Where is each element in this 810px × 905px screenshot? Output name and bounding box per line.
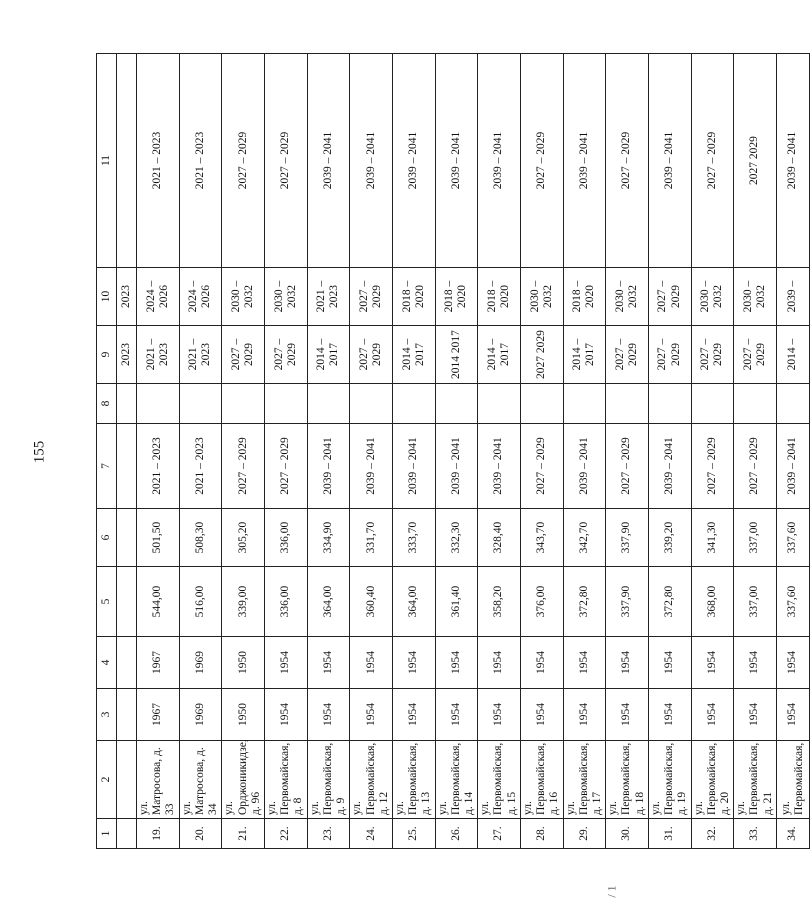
- year-cell: 1954: [264, 689, 307, 741]
- area-cell: 337,90: [606, 509, 649, 567]
- year-cell: 1954: [691, 637, 734, 689]
- year-cell: 1954: [648, 689, 691, 741]
- address-cell: ул. Первомайская, д. 20: [691, 741, 734, 819]
- period-cell: 2021 – 2023: [137, 424, 180, 509]
- table-row: [734, 54, 777, 849]
- period-cell: 2039 – 2041: [350, 424, 393, 509]
- col-header: 7: [97, 424, 117, 509]
- period-cell: 2014 – 2017: [563, 326, 606, 384]
- area-cell: 305,20: [222, 509, 265, 567]
- area-cell: 343,70: [520, 509, 563, 567]
- period-cell: 2027 – 2029: [648, 326, 691, 384]
- year-cell: 1954: [606, 689, 649, 741]
- row-number: 19.: [137, 819, 180, 849]
- col-header: 5: [97, 567, 117, 637]
- period-cell: 2014 2017: [435, 326, 478, 384]
- address-cell: ул. Первомайская, д. 14: [435, 741, 478, 819]
- period-cell: 2039 – 2041: [307, 54, 350, 268]
- period-cell: 2027 – 2029: [606, 54, 649, 268]
- area-cell: 336,00: [264, 567, 307, 637]
- empty-cell: [478, 384, 521, 424]
- period-cell: 2030 – 2032: [691, 268, 734, 326]
- area-cell: 364,00: [307, 567, 350, 637]
- empty-cell: [350, 384, 393, 424]
- area-cell: 361,40: [435, 567, 478, 637]
- column-number-header-row: [97, 54, 117, 849]
- period-cell: 2027 2029: [734, 54, 777, 268]
- address-cell: ул. Первомайская, д. 19: [648, 741, 691, 819]
- table-row: [478, 54, 521, 849]
- period-cell: 2027 – 2029: [606, 424, 649, 509]
- period-cell: 2027 2029: [520, 326, 563, 384]
- period-cell: 2021 – 2023: [137, 326, 180, 384]
- table-row: [179, 54, 222, 849]
- period-cell: 2027 – 2029: [222, 326, 265, 384]
- row-number: 34.: [776, 819, 809, 849]
- page-number: 155: [31, 440, 48, 464]
- period-cell: 2014 – 2017: [478, 326, 521, 384]
- area-cell: 339,00: [222, 567, 265, 637]
- address-cell: ул. Первомайская, д. 18: [606, 741, 649, 819]
- carry-cell: [117, 637, 137, 689]
- area-cell: 342,70: [563, 509, 606, 567]
- period-cell: 2039 – 2041: [307, 424, 350, 509]
- rotated-table-wrapper: [96, 54, 805, 849]
- empty-cell: [392, 384, 435, 424]
- empty-cell: [222, 384, 265, 424]
- year-cell: 1954: [606, 637, 649, 689]
- address-cell: ул. Матросова, д. 34: [179, 741, 222, 819]
- empty-cell: [435, 384, 478, 424]
- row-number: 33.: [734, 819, 777, 849]
- period-cell: 2027 – 2029: [222, 424, 265, 509]
- area-cell: 501,50: [137, 509, 180, 567]
- area-cell: 337,00: [734, 509, 777, 567]
- period-cell: 2018 – 2020: [435, 268, 478, 326]
- table-row: [392, 54, 435, 849]
- carry-cell: 2023: [117, 326, 137, 384]
- year-cell: 1954: [520, 689, 563, 741]
- carry-cell: 2023: [117, 268, 137, 326]
- housing-table: [96, 53, 810, 849]
- period-cell: 2027 – 2029: [222, 54, 265, 268]
- period-cell: 2039 – 2041: [648, 424, 691, 509]
- period-cell: 2039 – 2041: [563, 424, 606, 509]
- row-number: 24.: [350, 819, 393, 849]
- area-cell: 368,00: [691, 567, 734, 637]
- row-number: 20.: [179, 819, 222, 849]
- address-cell: ул. Матросова, д. 33: [137, 741, 180, 819]
- col-header: 9: [97, 326, 117, 384]
- year-cell: 1967: [137, 637, 180, 689]
- year-cell: 1950: [222, 689, 265, 741]
- table-row: [520, 54, 563, 849]
- area-cell: 376,00: [520, 567, 563, 637]
- table-row: [222, 54, 265, 849]
- year-cell: 1954: [776, 689, 809, 741]
- row-number: 26.: [435, 819, 478, 849]
- period-cell: 2030 – 2032: [264, 268, 307, 326]
- period-cell: 2027 – 2029: [520, 424, 563, 509]
- address-cell: ул. Первомайская, д. 16: [520, 741, 563, 819]
- year-cell: 1954: [563, 637, 606, 689]
- area-cell: 516,00: [179, 567, 222, 637]
- area-cell: 364,00: [392, 567, 435, 637]
- col-header: 10: [97, 268, 117, 326]
- table-row: [606, 54, 649, 849]
- area-cell: 360,40: [350, 567, 393, 637]
- empty-cell: [691, 384, 734, 424]
- row-number: 22.: [264, 819, 307, 849]
- year-cell: 1954: [307, 689, 350, 741]
- area-cell: 372,80: [563, 567, 606, 637]
- col-header: 11: [97, 54, 117, 268]
- table-row: [435, 54, 478, 849]
- period-cell: 2039 – 2041: [563, 54, 606, 268]
- area-cell: 334,90: [307, 509, 350, 567]
- empty-cell: [776, 384, 809, 424]
- empty-cell: [307, 384, 350, 424]
- address-cell: ул. Первомайская, д. 8: [264, 741, 307, 819]
- address-cell: ул. Первомайская, д. 13: [392, 741, 435, 819]
- year-cell: 1954: [435, 689, 478, 741]
- year-cell: 1954: [350, 689, 393, 741]
- col-header: 2: [97, 741, 117, 819]
- year-cell: 1967: [137, 689, 180, 741]
- year-cell: 1954: [435, 637, 478, 689]
- address-cell: ул. Первомайская, д. 21: [734, 741, 777, 819]
- address-cell: ул. Первомайская,: [776, 741, 809, 819]
- row-number: 21.: [222, 819, 265, 849]
- address-cell: ул. Первомайская, д. 9: [307, 741, 350, 819]
- period-cell: 2018 – 2020: [478, 268, 521, 326]
- area-cell: 358,20: [478, 567, 521, 637]
- carry-cell: [117, 819, 137, 849]
- row-number: 31.: [648, 819, 691, 849]
- year-cell: 1954: [648, 637, 691, 689]
- period-cell: 2018 – 2020: [392, 268, 435, 326]
- period-cell: 2027 – 2029: [350, 268, 393, 326]
- area-cell: 328,40: [478, 509, 521, 567]
- table-row: [563, 54, 606, 849]
- row-number: 30.: [606, 819, 649, 849]
- year-cell: 1954: [478, 689, 521, 741]
- table-row: [137, 54, 180, 849]
- period-cell: 2027 – 2029: [264, 424, 307, 509]
- area-cell: 331,70: [350, 509, 393, 567]
- period-cell: 2021 – 2023: [179, 54, 222, 268]
- period-cell: 2021 – 2023: [179, 424, 222, 509]
- period-cell: 2030 – 2032: [734, 268, 777, 326]
- table-row: [648, 54, 691, 849]
- period-cell: 2027 – 2029: [264, 326, 307, 384]
- period-cell: 2039 – 2041: [648, 54, 691, 268]
- area-cell: 337,60: [776, 509, 809, 567]
- period-cell: 2021 – 2023: [307, 268, 350, 326]
- period-cell: 2018 – 2020: [563, 268, 606, 326]
- carry-cell: [117, 689, 137, 741]
- empty-cell: [179, 384, 222, 424]
- period-cell: 2024 – 2026: [137, 268, 180, 326]
- year-cell: 1954: [350, 637, 393, 689]
- period-cell: 2030 – 2032: [520, 268, 563, 326]
- col-header: 1: [97, 819, 117, 849]
- col-header: 8: [97, 384, 117, 424]
- col-header: 3: [97, 689, 117, 741]
- year-cell: 1954: [734, 637, 777, 689]
- corner-mark: / 1: [604, 885, 619, 898]
- period-cell: 2039 – 2041: [776, 54, 809, 268]
- row-number: 29.: [563, 819, 606, 849]
- address-cell: ул. Орджоникидзе, д. 96: [222, 741, 265, 819]
- carry-over-row: [117, 54, 137, 849]
- period-cell: 2039 – 2041: [350, 54, 393, 268]
- period-cell: 2027 – 2029: [350, 326, 393, 384]
- table-row: [350, 54, 393, 849]
- table-row: [691, 54, 734, 849]
- address-cell: ул. Первомайская, д. 17: [563, 741, 606, 819]
- year-cell: 1969: [179, 637, 222, 689]
- year-cell: 1954: [264, 637, 307, 689]
- year-cell: 1950: [222, 637, 265, 689]
- table-row: [264, 54, 307, 849]
- period-cell: 2039 – 2041: [392, 424, 435, 509]
- period-cell: 2027 – 2029: [648, 268, 691, 326]
- year-cell: 1954: [392, 689, 435, 741]
- row-number: 23.: [307, 819, 350, 849]
- period-cell: 2039 – 2041: [478, 424, 521, 509]
- area-cell: 333,70: [392, 509, 435, 567]
- period-cell: 2021 – 2023: [137, 54, 180, 268]
- empty-cell: [734, 384, 777, 424]
- empty-cell: [648, 384, 691, 424]
- area-cell: 337,00: [734, 567, 777, 637]
- area-cell: 372,80: [648, 567, 691, 637]
- empty-cell: [264, 384, 307, 424]
- period-cell: 2014 – 2017: [392, 326, 435, 384]
- period-cell: 2024 – 2026: [179, 268, 222, 326]
- area-cell: 336,00: [264, 509, 307, 567]
- year-cell: 1954: [520, 637, 563, 689]
- period-cell: 2027 – 2029: [606, 326, 649, 384]
- period-cell: 2014 –: [776, 326, 809, 384]
- period-cell: 2039 – 2041: [392, 54, 435, 268]
- period-cell: 2039 – 2041: [776, 424, 809, 509]
- year-cell: 1954: [734, 689, 777, 741]
- area-cell: 544,00: [137, 567, 180, 637]
- period-cell: 2027 – 2029: [691, 326, 734, 384]
- period-cell: 2030 – 2032: [222, 268, 265, 326]
- period-cell: 2039 – 2041: [478, 54, 521, 268]
- row-number: 28.: [520, 819, 563, 849]
- table-row: [307, 54, 350, 849]
- period-cell: 2039 – 2041: [435, 54, 478, 268]
- area-cell: 337,90: [606, 567, 649, 637]
- period-cell: 2027 – 2029: [520, 54, 563, 268]
- carry-cell: [117, 509, 137, 567]
- row-number: 27.: [478, 819, 521, 849]
- area-cell: 332,30: [435, 509, 478, 567]
- row-number: 32.: [691, 819, 734, 849]
- period-cell: 2039 –: [776, 268, 809, 326]
- year-cell: 1954: [691, 689, 734, 741]
- area-cell: 341,30: [691, 509, 734, 567]
- area-cell: 339,20: [648, 509, 691, 567]
- period-cell: 2027 – 2029: [691, 54, 734, 268]
- year-cell: 1954: [307, 637, 350, 689]
- period-cell: 2014 – 2017: [307, 326, 350, 384]
- empty-cell: [520, 384, 563, 424]
- period-cell: 2027 – 2029: [264, 54, 307, 268]
- row-number: 25.: [392, 819, 435, 849]
- address-cell: ул. Первомайская, д. 12: [350, 741, 393, 819]
- year-cell: 1954: [392, 637, 435, 689]
- year-cell: 1954: [478, 637, 521, 689]
- carry-cell: [117, 424, 137, 509]
- address-cell: ул. Первомайская, д. 15: [478, 741, 521, 819]
- year-cell: 1954: [776, 637, 809, 689]
- year-cell: 1969: [179, 689, 222, 741]
- period-cell: 2027 – 2029: [734, 326, 777, 384]
- empty-cell: [563, 384, 606, 424]
- carry-cell: [117, 384, 137, 424]
- empty-cell: [137, 384, 180, 424]
- col-header: 6: [97, 509, 117, 567]
- period-cell: 2030 – 2032: [606, 268, 649, 326]
- carry-cell: [117, 741, 137, 819]
- period-cell: 2039 – 2041: [435, 424, 478, 509]
- area-cell: 508,30: [179, 509, 222, 567]
- year-cell: 1954: [563, 689, 606, 741]
- period-cell: 2021 – 2023: [179, 326, 222, 384]
- empty-cell: [606, 384, 649, 424]
- table-row: [776, 54, 809, 849]
- carry-cell: [117, 54, 137, 268]
- period-cell: 2027 – 2029: [734, 424, 777, 509]
- period-cell: 2027 – 2029: [691, 424, 734, 509]
- col-header: 4: [97, 637, 117, 689]
- carry-cell: [117, 567, 137, 637]
- area-cell: 337,60: [776, 567, 809, 637]
